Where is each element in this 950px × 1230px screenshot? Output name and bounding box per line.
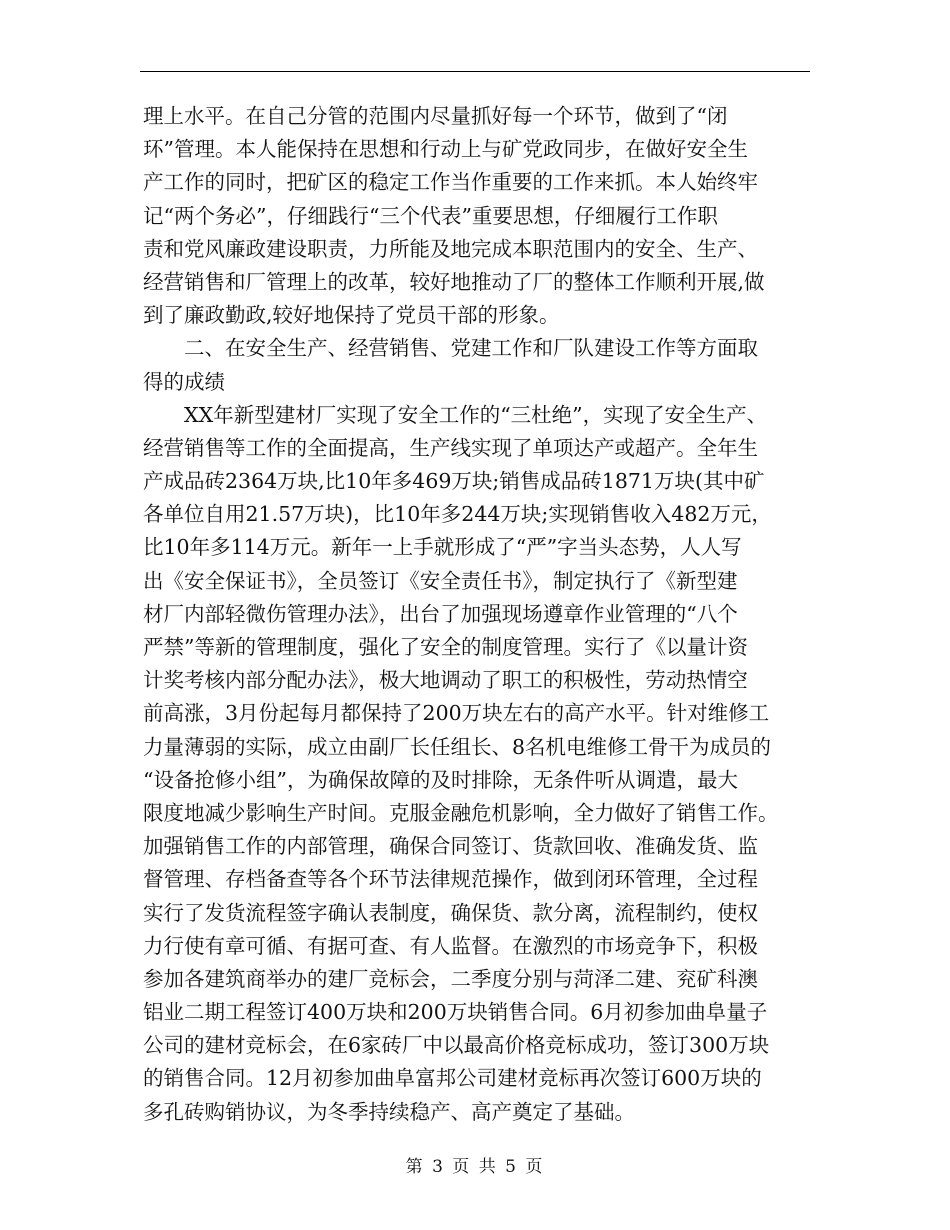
text-line: 记“两个务必”，仔细践行“三个代表”重要思想，仔细履行工作职: [143, 203, 718, 228]
text-line: 到了廉政勤政,较好地保持了党员干部的形象。: [143, 303, 560, 328]
text-line: 理上水平。在自己分管的范围内尽量抓好每一个环节，做到了“闭: [143, 104, 728, 128]
text-line: 各单位自用21.57万块)，比10年多244万块;实现销售收入482万元，: [143, 502, 772, 527]
text-line: 严禁”等新的管理制度，强化了安全的制度管理。实行了《以量计资: [143, 635, 748, 659]
text-line: 力量薄弱的实际，成立由副厂长任组长、8名机电维修工骨干为成员的: [143, 734, 772, 759]
header-rule: [140, 71, 810, 72]
text-line: 环”管理。本人能保持在思想和行动上与矿党政同步，在做好安全生: [143, 137, 748, 162]
text-line: 公司的建材竞标会，在6家砖厂中以最高价格竞标成功，签订300万块: [143, 1033, 770, 1058]
text-line: 多孔砖购销协议，为冬季持续稳产、高产奠定了基础。: [143, 1099, 635, 1124]
document-body: [143, 100, 811, 1129]
text-line: 产成品砖2364万块,比10年多469万块;销售成品砖1871万块(其中矿: [143, 469, 765, 494]
text-line: “设备抢修小组”，为确保故障的及时排除，无条件听从调遣，最大: [143, 767, 738, 792]
text-line: 实行了发货流程签字确认表制度，确保货、款分离，流程制约，使权: [143, 900, 758, 925]
text-line: 产工作的同时，把矿区的稳定工作当作重要的工作来抓。本人始终牢: [143, 170, 758, 195]
text-line: 加强销售工作的内部管理，确保合同签订、货款回收、准确发货、监: [143, 834, 758, 859]
text-line: 经营销售和厂管理上的改革，较好地推动了厂的整体工作顺利开展,做: [143, 269, 765, 294]
text-line: 出《安全保证书》，全员签订《安全责任书》，制定执行了《新型建: [143, 568, 738, 593]
text-line: 力行使有章可循、有据可查、有人监督。在激烈的市场竞争下，积极: [143, 933, 758, 958]
text-line: 责和党风廉政建设职责，力所能及地完成本职范围内的安全、生产、: [143, 236, 758, 261]
text-line: 经营销售等工作的全面提高，生产线实现了单项达产或超产。全年生: [143, 435, 758, 460]
page-number-footer: 第 3 页 共 5 页: [405, 1157, 545, 1177]
text-line: 材厂内部轻微伤管理办法》，出台了加强现场遵章作业管理的“八个: [143, 601, 738, 626]
text-line: XX年新型建材厂实现了安全工作的“三杜绝”，实现了安全生产、: [143, 402, 768, 427]
section-heading-line: 得的成绩: [143, 369, 225, 394]
text-line: 计奖考核内部分配办法》，极大地调动了职工的积极性，劳动热情空: [143, 668, 748, 693]
text-line: 铝业二期工程签订400万块和200万块销售合同。6月初参加曲阜量子: [143, 1000, 768, 1025]
text-line: 比10年多114万元。新年一上手就形成了“严”字当头态势，人人写: [143, 535, 742, 560]
section-heading-line: 二、在安全生产、经营销售、党建工作和厂队建设工作等方面取: [143, 336, 758, 361]
text-line: 的销售合同。12月初参加曲阜富邦公司建材竞标再次签订600万块的: [143, 1066, 762, 1091]
text-line: 前高涨，3月份起每月都保持了200万块左右的高产水平。针对维修工: [143, 701, 770, 726]
text-line: 督管理、存档备查等各个环节法律规范操作，做到闭环管理，全过程: [143, 867, 758, 892]
text-line: 参加各建筑商举办的建厂竞标会，二季度分别与菏泽二建、兖矿科澳: [143, 966, 758, 991]
text-line: 限度地减少影响生产时间。克服金融危机影响，全力做好了销售工作。: [143, 800, 779, 825]
